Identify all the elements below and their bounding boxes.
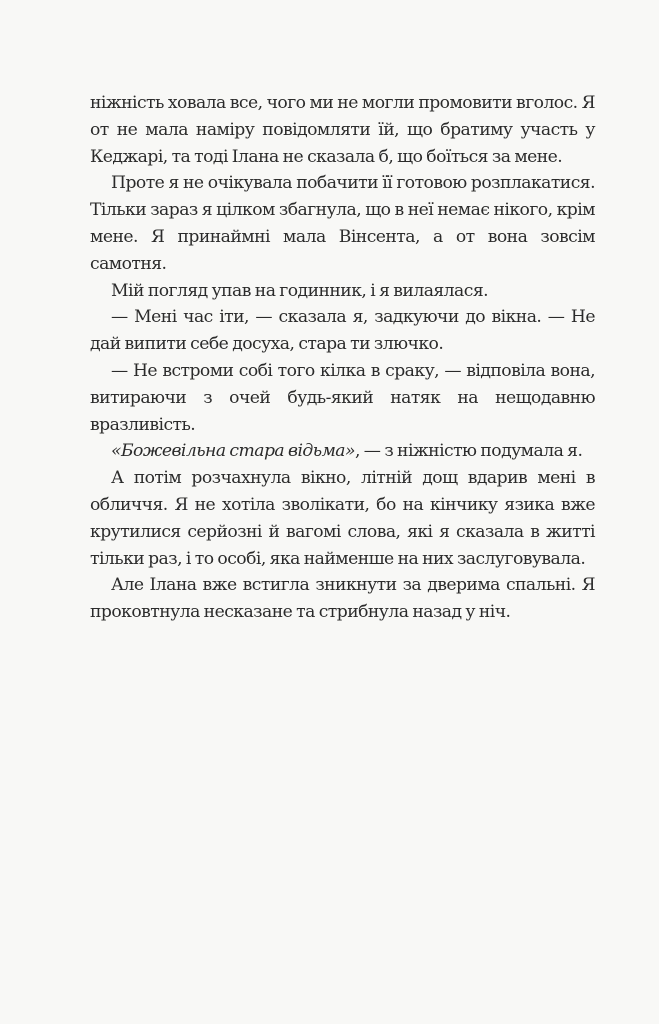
paragraph-2: Проте я не очікувала побачити її готовою розплакатися. Тільки зараз я цілком збагнула, що в неї немає нікого, крім мене. Я принаймні мала Вінсента, а от вона зовсім самотня.	[90, 173, 595, 274]
paragraph-5: — Не встроми собі того кілка в сраку, — відповіла вона, витираючи з очей будь-який натяк на нещодавню вразливість.	[90, 360, 595, 435]
page-body	[90, 90, 595, 626]
paragraph-3: Мій погляд упав на годинник, і я вилаялася.	[111, 280, 489, 301]
italic-thought: «Божевільна стара відьма»	[111, 441, 355, 462]
paragraph-7: А потім розчахнула вікно, літній дощ вдарив мені в обличчя. Я не хотіла зволікати, бо на кінчику язика вже крутилися серйозні й вагомі слова, які я сказала в житті тільки раз, і то особі, яка найменше на них заслуговувала.	[90, 468, 595, 569]
paragraph-6	[90, 438, 595, 465]
paragraph-4: — Мені час іти, — сказала я, задкуючи до вікна. — Не дай випити себе досуха, стара ти злючко.	[90, 307, 595, 355]
paragraph-1: ніжність ховала все, чого ми не могли промовити вголос. Я от не мала наміру повідомляти їй, що братиму участь у Кеджарі, та тоді Ілана не сказала б, що боїться за мене.	[90, 93, 595, 167]
paragraph-8: Але Ілана вже встигла зникнути за дверима спальні. Я проковтнула несказане та стрибнула назад у ніч.	[90, 575, 595, 623]
paragraph-6-rest: , — з ніжністю подумала я.	[354, 441, 583, 462]
